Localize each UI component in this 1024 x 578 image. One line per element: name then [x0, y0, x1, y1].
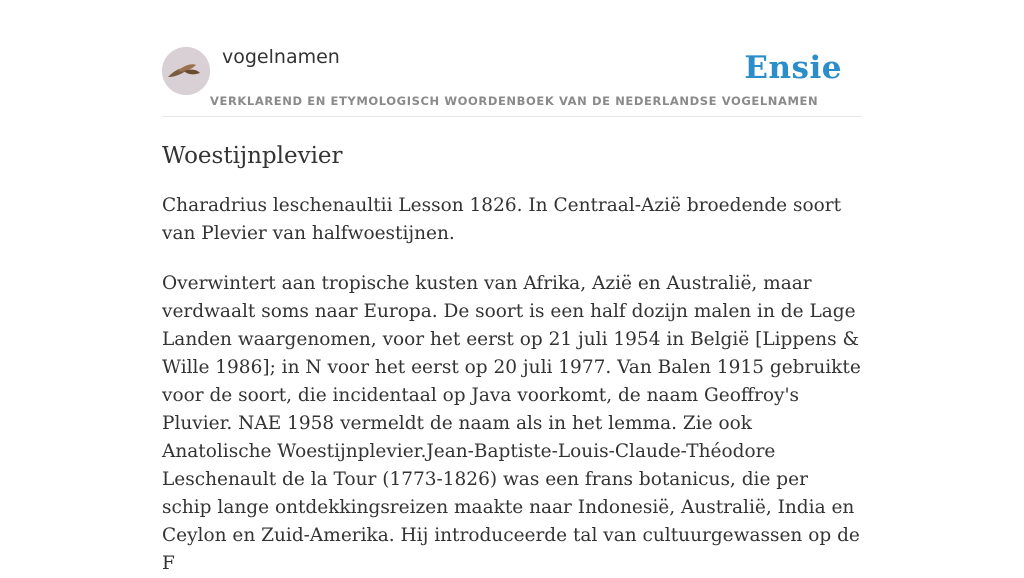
- article-paragraph: Overwintert aan tropische kusten van Afrika, Azië en Australië, maar verdwaalt soms naar Europa. De soort is een half dozijn malen in de Lage Landen waargenomen, voor het eerst op 21 juli 1954 in België [Lippens & Wille 1986]; in N voor het eerst op 20 juli 1977. Van Balen 1915 gebruikte voor de soort, die incidentaal op Java voorkomt, de naam Geoffroy's Pluvier. NAE 1958 vermeldt de naam als in het lemma. Zie ook Anatolische Woestijnplevier.Jean-Baptiste-Louis-Claude-Théodore Leschenault de la Tour (1773-1826) was een frans botanicus, die per schip lange ontdekkingsreizen maakte naar Indonesië, Australië, India en Ceylon en Zuid-Amerika. Hij introduceerde tal van cultuurgewassen op de F: [162, 273, 861, 574]
- article-paragraph: Charadrius leschenaultii Lesson 1826. In Centraal-Azië broedende soort van Plevier van halfwoestijnen.: [162, 195, 842, 244]
- site-subtitle: VERKLAREND EN ETYMOLOGISCH WOORDENBOEK VAN DE NEDERLANDSE VOGELNAMEN: [210, 94, 819, 108]
- ensie-logo[interactable]: Ensie: [744, 50, 842, 86]
- bird-avatar-icon[interactable]: [162, 47, 210, 95]
- article-title: Woestijnplevier: [162, 143, 343, 169]
- site-header: [162, 0, 862, 117]
- site-name-link[interactable]: vogelnamen: [222, 46, 340, 68]
- page-container: [162, 0, 862, 578]
